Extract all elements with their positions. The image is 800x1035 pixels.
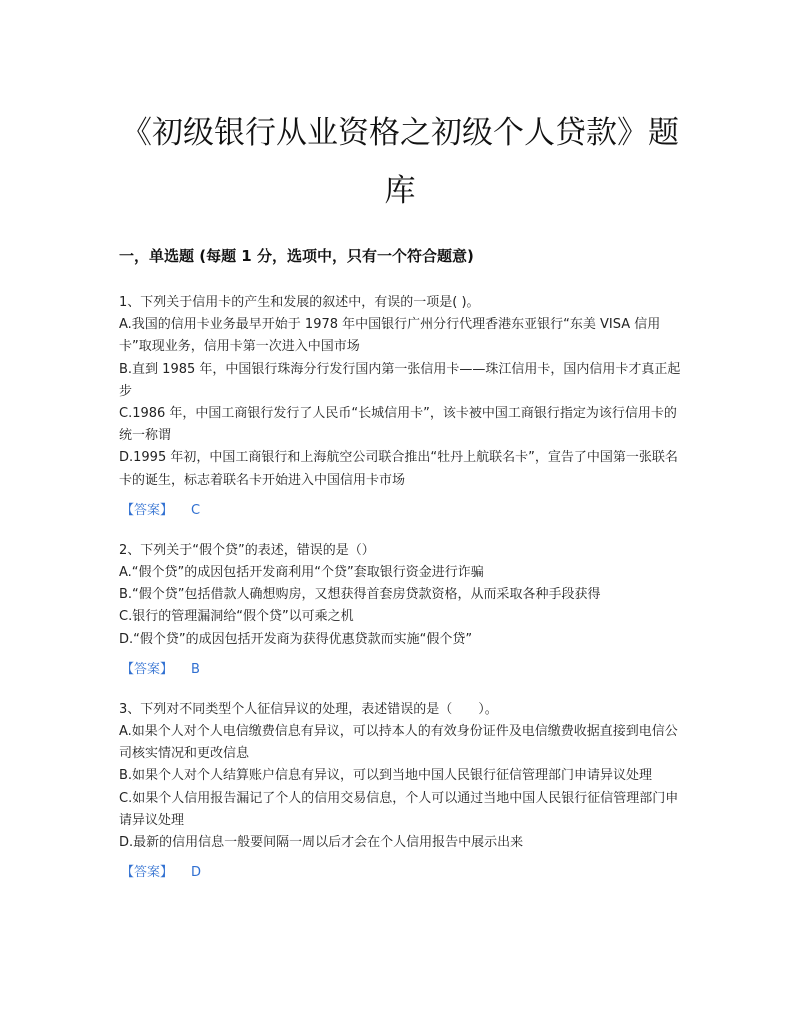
document-title: 《初级银行从业资格之初级个人贷款》题库 bbox=[121, 115, 679, 209]
answer-label: 【答案】 bbox=[121, 865, 174, 881]
answer-line bbox=[119, 500, 689, 522]
option-b: B.直到 1985 年，中国银行珠海分行发行国内第一张信用卡——珠江信用卡，国内信用卡才真正起步 bbox=[119, 361, 681, 399]
answer-value: B bbox=[191, 661, 200, 677]
option-a: A.如果个人对个人电信缴费信息有异议，可以持本人的有效身份证件及电信缴费收据直接到电信公司核实情况和更改信息 bbox=[119, 724, 678, 762]
option-d: D.1995 年初，中国工商银行和上海航空公司联合推出“牡丹上航联名卡”，宣告了中国第一张联名卡的诞生，标志着联名卡开始进入中国信用卡市场 bbox=[119, 450, 678, 488]
option-b: B.“假个贷”包括借款人确想购房，又想获得首套房贷款资格，从而采取各种手段获得 bbox=[119, 587, 601, 603]
option-d: D.“假个贷”的成因包括开发商为获得优惠贷款而实施“假个贷” bbox=[119, 631, 473, 647]
answer-line bbox=[119, 659, 689, 681]
question-stem: 2、下列关于“假个贷”的表述，错误的是（） bbox=[119, 542, 375, 558]
section-heading: 一，单选题 (每题 1 分，选项中，只有一个符合题意) bbox=[119, 247, 474, 265]
option-c: C.银行的管理漏洞给“假个贷”以可乘之机 bbox=[119, 609, 354, 625]
option-a: A.我国的信用卡业务最早开始于 1978 年中国银行广州分行代理香港东亚银行“东美 VISA 信用卡”取现业务，信用卡第一次进入中国市场 bbox=[119, 317, 661, 355]
answer-value: D bbox=[191, 865, 202, 881]
question-3 bbox=[119, 699, 689, 884]
question-stem: 3、下列对不同类型个人征信异议的处理，表述错误的是（ ）。 bbox=[119, 701, 498, 717]
option-c: C.1986 年，中国工商银行发行了人民币“长城信用卡”，该卡被中国工商银行指定为该行信用卡的统一称谓 bbox=[119, 406, 677, 444]
option-c: C.如果个人信用报告漏记了个人的信用交易信息，个人可以通过当地中国人民银行征信管理部门申请异议处理 bbox=[119, 790, 679, 828]
option-a: A.“假个贷”的成因包括开发商利用“个贷”套取银行资金进行诈骗 bbox=[119, 565, 484, 581]
option-d: D.最新的信用信息一般要间隔一周以后才会在个人信用报告中展示出来 bbox=[119, 835, 524, 851]
answer-label: 【答案】 bbox=[121, 502, 174, 518]
answer-line bbox=[119, 862, 689, 884]
question-2 bbox=[119, 540, 689, 681]
question-stem: 1、下列关于信用卡的产生和发展的叙述中，有误的一项是( )。 bbox=[119, 295, 480, 310]
answer-label: 【答案】 bbox=[121, 661, 174, 677]
option-b: B.如果个人对个人结算账户信息有异议，可以到当地中国人民银行征信管理部门申请异议处理 bbox=[119, 768, 653, 784]
question-1 bbox=[119, 292, 689, 522]
answer-value: C bbox=[191, 502, 201, 518]
question-list bbox=[119, 292, 689, 902]
